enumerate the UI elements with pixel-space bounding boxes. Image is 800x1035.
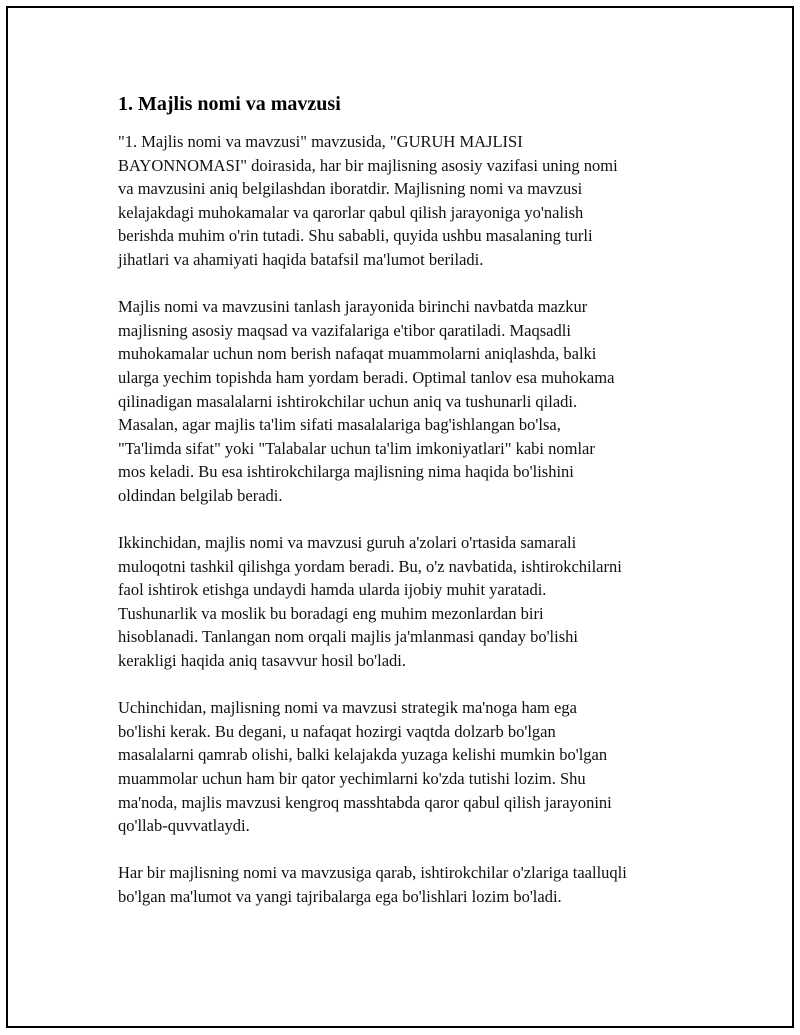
section-heading: 1. Majlis nomi va mavzusi — [118, 93, 341, 115]
paragraph-conclusion: Har bir majlisning nomi va mavzusiga qarab, ishtirokchilar o'zlariga taalluqli bo'lgan ma'lumot va yangi tajribalarga ega bo'lishlari lozim bo'ladi. — [118, 863, 627, 906]
paragraph-intro: "1. Majlis nomi va mavzusi" mavzusida, "GURUH MAJLISI BAYONNOMASI" doirasida, har bir majlisning asosiy vazifasi uning nomi va mavzusini aniq belgilashdan iboratdir. Majlisning nomi va mavzusi kelajakdagi muhokamalar va qarorlar qabul qilish jarayoniga yo'nalish berishda muhim o'rin tutadi. Shu sababli, quyida ushbu masalaning turli jihatlari va ahamiyati haqida batafsil ma'lumot beriladi. — [118, 132, 618, 269]
paragraph-selection: Majlis nomi va mavzusini tanlash jarayonida birinchi navbatda mazkur majlisning asosiy maqsad va vazifalariga e'tibor qaratiladi. Maqsadli muhokamalar uchun nom berish nafaqat muammolarni aniqlashda, balki ularga yechim topishda ham yordam beradi. Optimal tanlov esa muhokama qilinadigan masalalarni ishtirokchilar uchun aniq va tushunarli qiladi. Masalan, agar majlis ta'lim sifati masalalariga bag'ishlangan bo'lsa, "Ta'limda sifat" yoki "Talabalar uchun ta'lim imkoniyatlari" kabi nomlar mos keladi. Bu esa ishtirokchilarga majlisning nima haqida bo'lishini oldindan belgilab beradi. — [118, 297, 615, 505]
paragraph-second: Ikkinchidan, majlis nomi va mavzusi guruh a'zolari o'rtasida samarali muloqotni tashkil qilishga yordam beradi. Bu, o'z navbatida, ishtirokchilarni faol ishtirok etishga undaydi hamda ularda ijobiy muhit yaratadi. Tushunarlik va moslik bu boradagi eng muhim mezonlardan biri hisoblanadi. Tanlangan nom orqali majlis ja'mlanmasi qanday bo'lishi kerakligi haqida aniq tasavvur hosil bo'ladi. — [118, 533, 622, 671]
document-body — [118, 90, 688, 909]
paragraph-third: Uchinchidan, majlisning nomi va mavzusi strategik ma'noga ham ega bo'lishi kerak. Bu degani, u nafaqat hozirgi vaqtda dolzarb bo'lgan masalalarni qamrab olishi, balki kelajakda yuzaga kelishi mumkin bo'lgan muammolar uchun ham bir qator yechimlarni ko'zda tutishi lozim. Shu ma'noda, majlis mavzusi kengroq masshtabda qaror qabul qilish jarayonini qo'llab-quvvatlaydi. — [118, 698, 612, 836]
